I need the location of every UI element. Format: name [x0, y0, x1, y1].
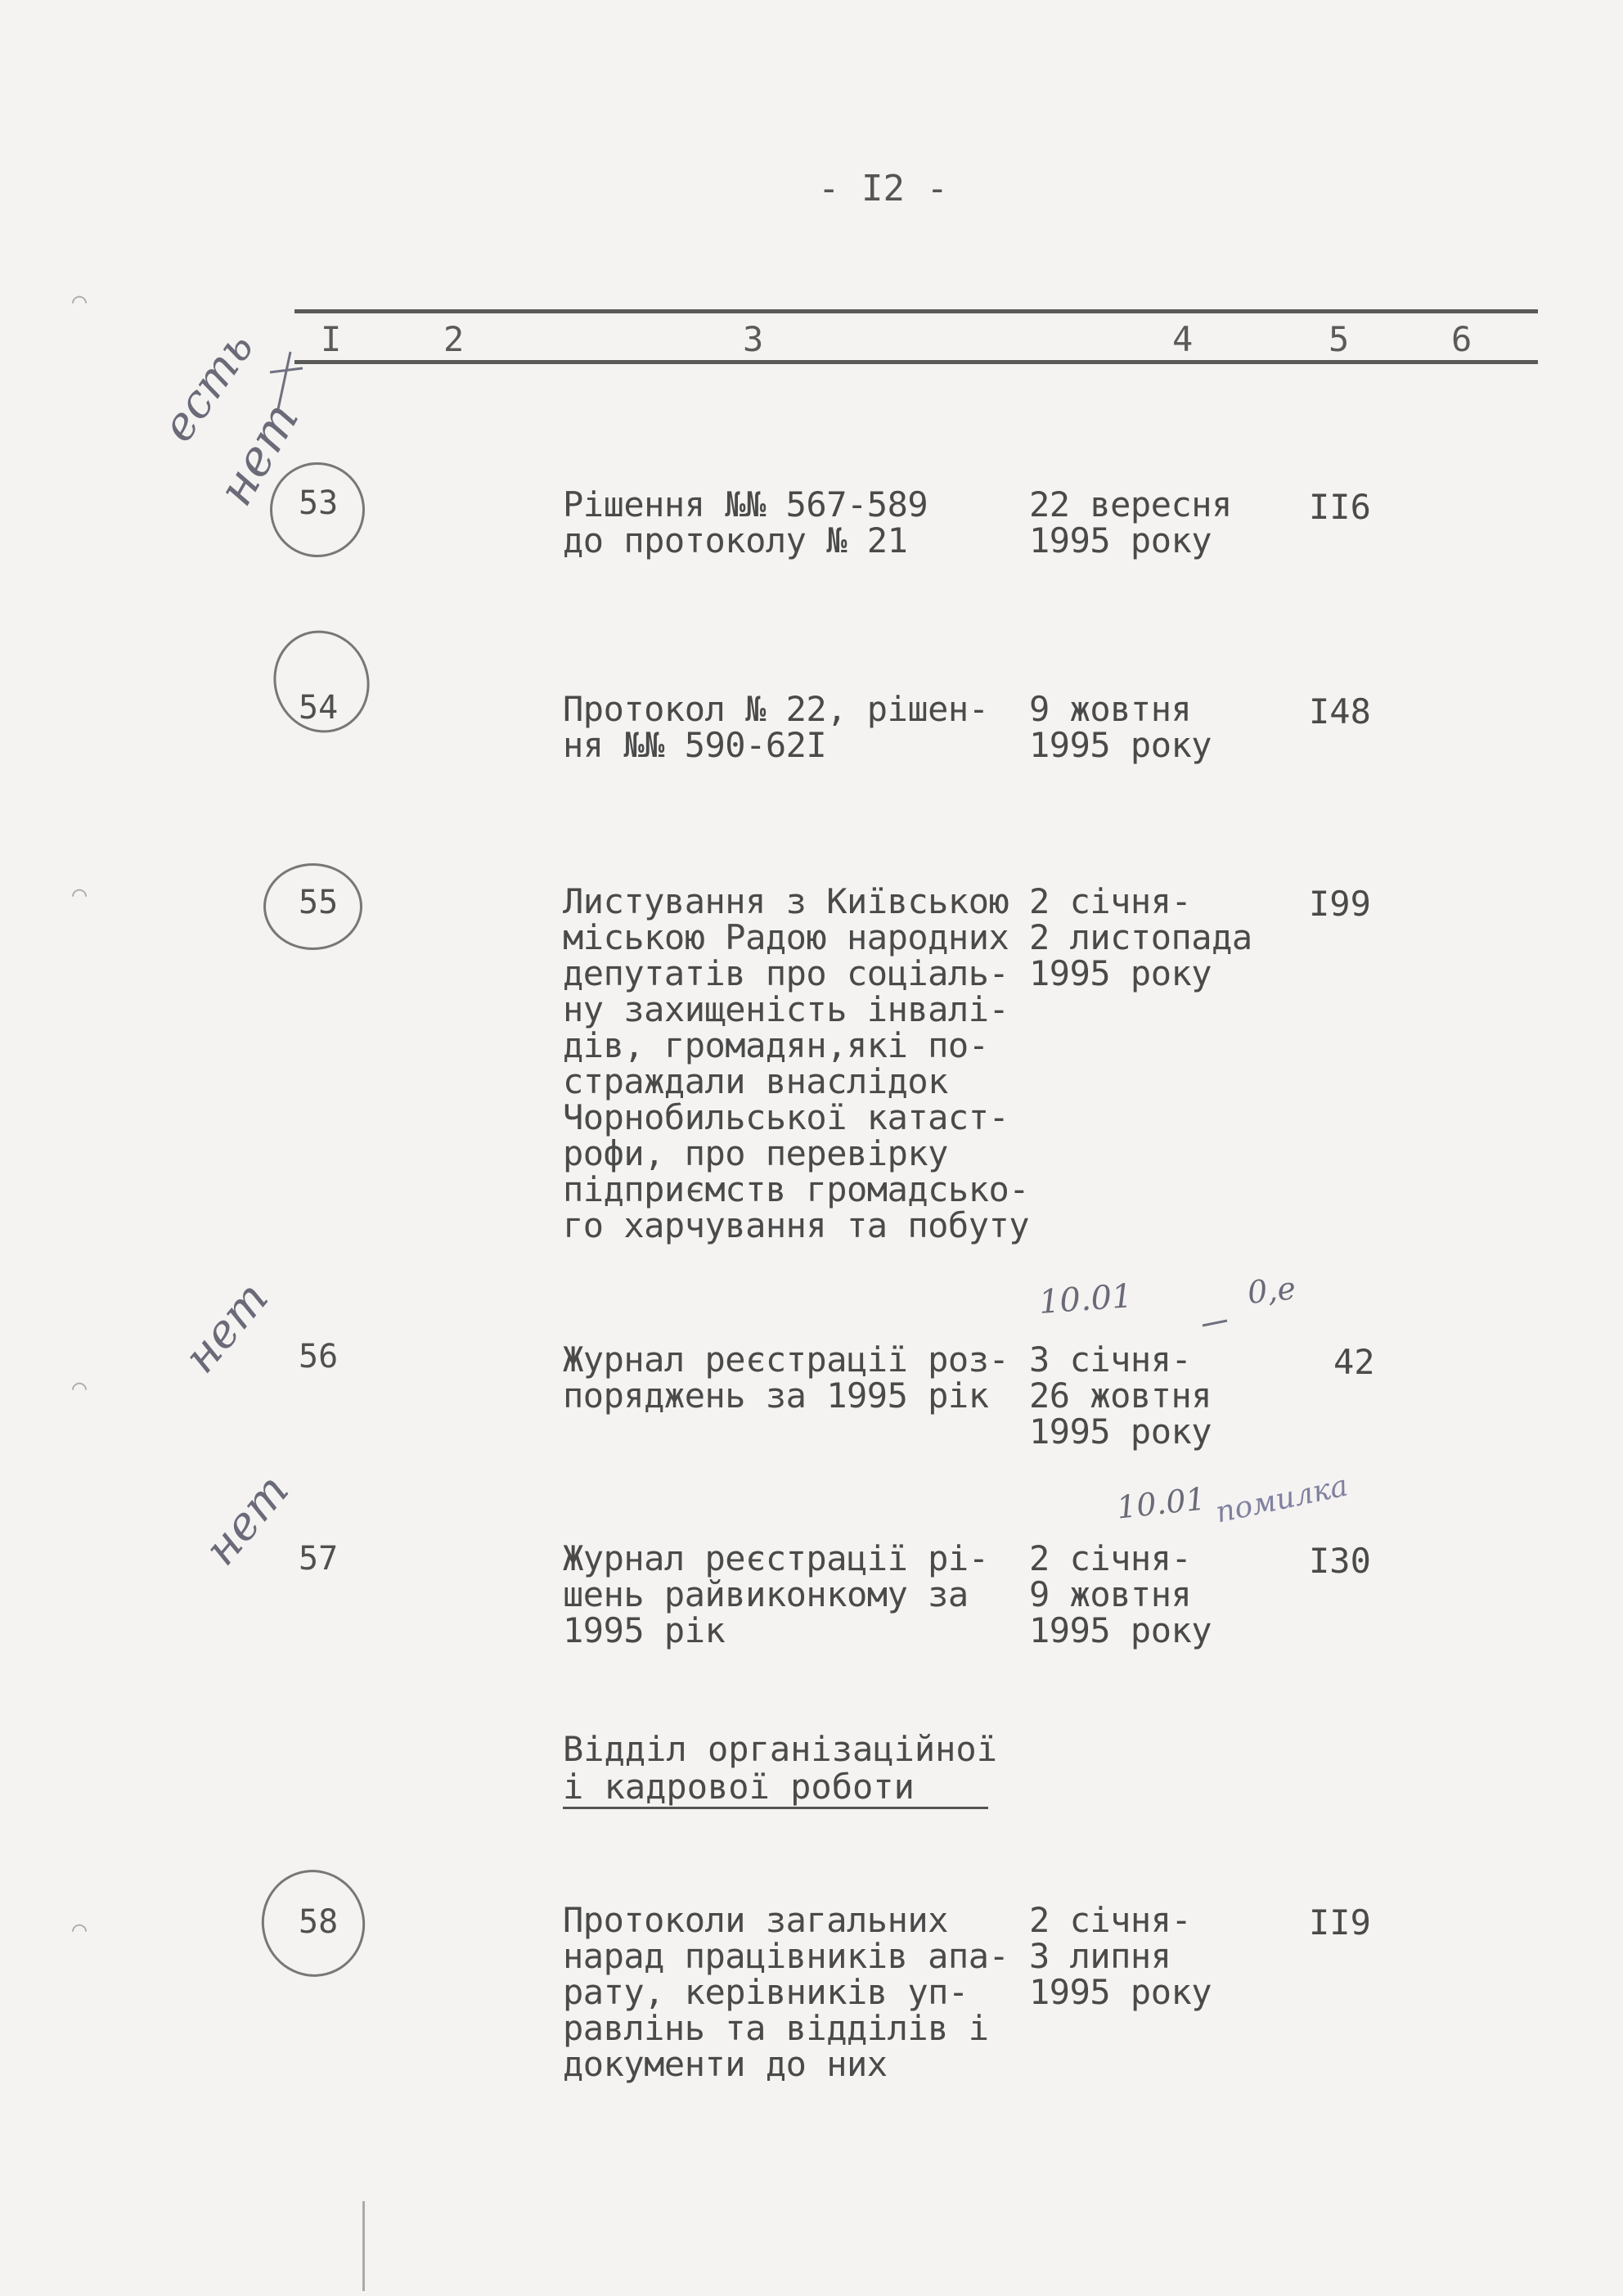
handwritten-note: 10.01: [1037, 1277, 1134, 1321]
entry-title-line: рофи, про перевірку: [563, 1133, 948, 1173]
entry-pages: I48: [1309, 691, 1371, 732]
entry-title-line: до протоколу № 21: [563, 520, 908, 560]
section-title-line: Відділ організаційної: [563, 1729, 998, 1769]
entry-title-line: равлінь та відділів і: [563, 2008, 989, 2048]
handwritten-note: 10.01: [1114, 1480, 1207, 1526]
column-header-2: 2: [443, 319, 465, 359]
entry-date-line: 3 липня: [1029, 1936, 1171, 1976]
entry-date-line: 1995 року: [1029, 1610, 1212, 1650]
entry-title-line: Листування з Київською: [563, 881, 1009, 921]
entry-date-line: 3 січня-: [1029, 1339, 1192, 1380]
column-header-3: 3: [743, 319, 764, 359]
column-header-4: 4: [1172, 319, 1194, 359]
entry-date-line: 1995 року: [1029, 953, 1212, 993]
entry-title-line: шень райвиконкому за: [563, 1574, 969, 1614]
section-title-line: і кадрової роботи: [563, 1767, 915, 1807]
handwritten-note: помилка: [1212, 1469, 1351, 1530]
entry-date-line: 2 січня-: [1029, 881, 1192, 921]
handwritten-note: нет: [173, 1272, 280, 1384]
entry-date-line: 2 січня-: [1029, 1900, 1192, 1940]
hole-mark: ⌒: [72, 880, 88, 908]
entry-title-line: Журнал реєстрації рі-: [563, 1538, 989, 1578]
column-header-1: I: [321, 319, 342, 359]
entry-pages: II6: [1309, 487, 1371, 527]
entry-number: 53: [299, 484, 339, 522]
entry-title-line: Протокол № 22, рішен-: [563, 689, 989, 729]
entry-title-line: Рішення №№ 567-589: [563, 484, 928, 524]
handwritten-note: нет: [206, 393, 311, 515]
column-header-5: 5: [1329, 319, 1350, 359]
entry-pages: 42: [1333, 1342, 1375, 1382]
entry-number: 55: [299, 884, 339, 921]
entry-pages: II9: [1309, 1902, 1371, 1943]
entry-title-line: рату, керівників уп-: [563, 1972, 969, 2012]
entry-title-line: ну захищеність інвалі-: [563, 989, 1009, 1029]
hole-mark: ⌒: [72, 286, 88, 315]
column-header-6: 6: [1451, 319, 1472, 359]
entry-date-line: 26 жовтня: [1029, 1375, 1212, 1416]
entry-date-line: 1995 року: [1029, 1972, 1212, 2012]
entry-pages: I99: [1309, 884, 1371, 924]
entry-date-line: 22 вересня: [1029, 484, 1232, 524]
hole-mark: ⌒: [72, 1373, 88, 1402]
entry-date-line: 2 січня-: [1029, 1538, 1192, 1578]
entry-title-line: дів, громадян,які по-: [563, 1025, 989, 1065]
entry-date-line: 9 жовтня: [1029, 689, 1192, 729]
entry-number: 57: [299, 1540, 339, 1578]
entry-number: 54: [299, 689, 339, 727]
handwritten-note: нет: [194, 1464, 300, 1576]
entry-number: 58: [299, 1903, 339, 1941]
entry-title-line: ня №№ 590-62I: [563, 725, 827, 765]
entry-date-line: 1995 року: [1029, 520, 1212, 560]
entry-title-line: міською Радою народних: [563, 917, 1009, 957]
binding-line: [362, 2201, 365, 2291]
entry-title-line: го харчування та побуту: [563, 1205, 1030, 1245]
entry-title-line: 1995 рік: [563, 1610, 726, 1650]
entry-title-line: нарад працівників апа-: [563, 1936, 1009, 1976]
entry-title-line: поряджень за 1995 рік: [563, 1375, 989, 1416]
entry-title-line: підприємств громадсько-: [563, 1169, 1030, 1209]
handwritten-note: 0,е: [1245, 1270, 1297, 1311]
hole-mark: ⌒: [72, 1915, 88, 1943]
entry-date-line: 1995 року: [1029, 1411, 1212, 1452]
entry-title-line: документи до них: [563, 2044, 888, 2084]
entry-title-line: депутатів про соціаль-: [563, 953, 1009, 993]
entry-date-line: 9 жовтня: [1029, 1574, 1192, 1614]
entry-number: 56: [299, 1338, 339, 1375]
entry-title-line: Чорнобильської катаст-: [563, 1097, 1009, 1137]
entry-title-line: страждали внаслідок: [563, 1061, 948, 1101]
entry-title-line: Протоколи загальних: [563, 1900, 948, 1940]
entry-pages: I30: [1309, 1541, 1371, 1581]
entry-title-line: Журнал реєстрації роз-: [563, 1339, 1009, 1380]
entry-date-line: 2 листопада: [1029, 917, 1252, 957]
handwritten-note: есть: [151, 322, 265, 452]
entry-date-line: 1995 року: [1029, 725, 1212, 765]
page-number: - I2 -: [818, 168, 948, 209]
